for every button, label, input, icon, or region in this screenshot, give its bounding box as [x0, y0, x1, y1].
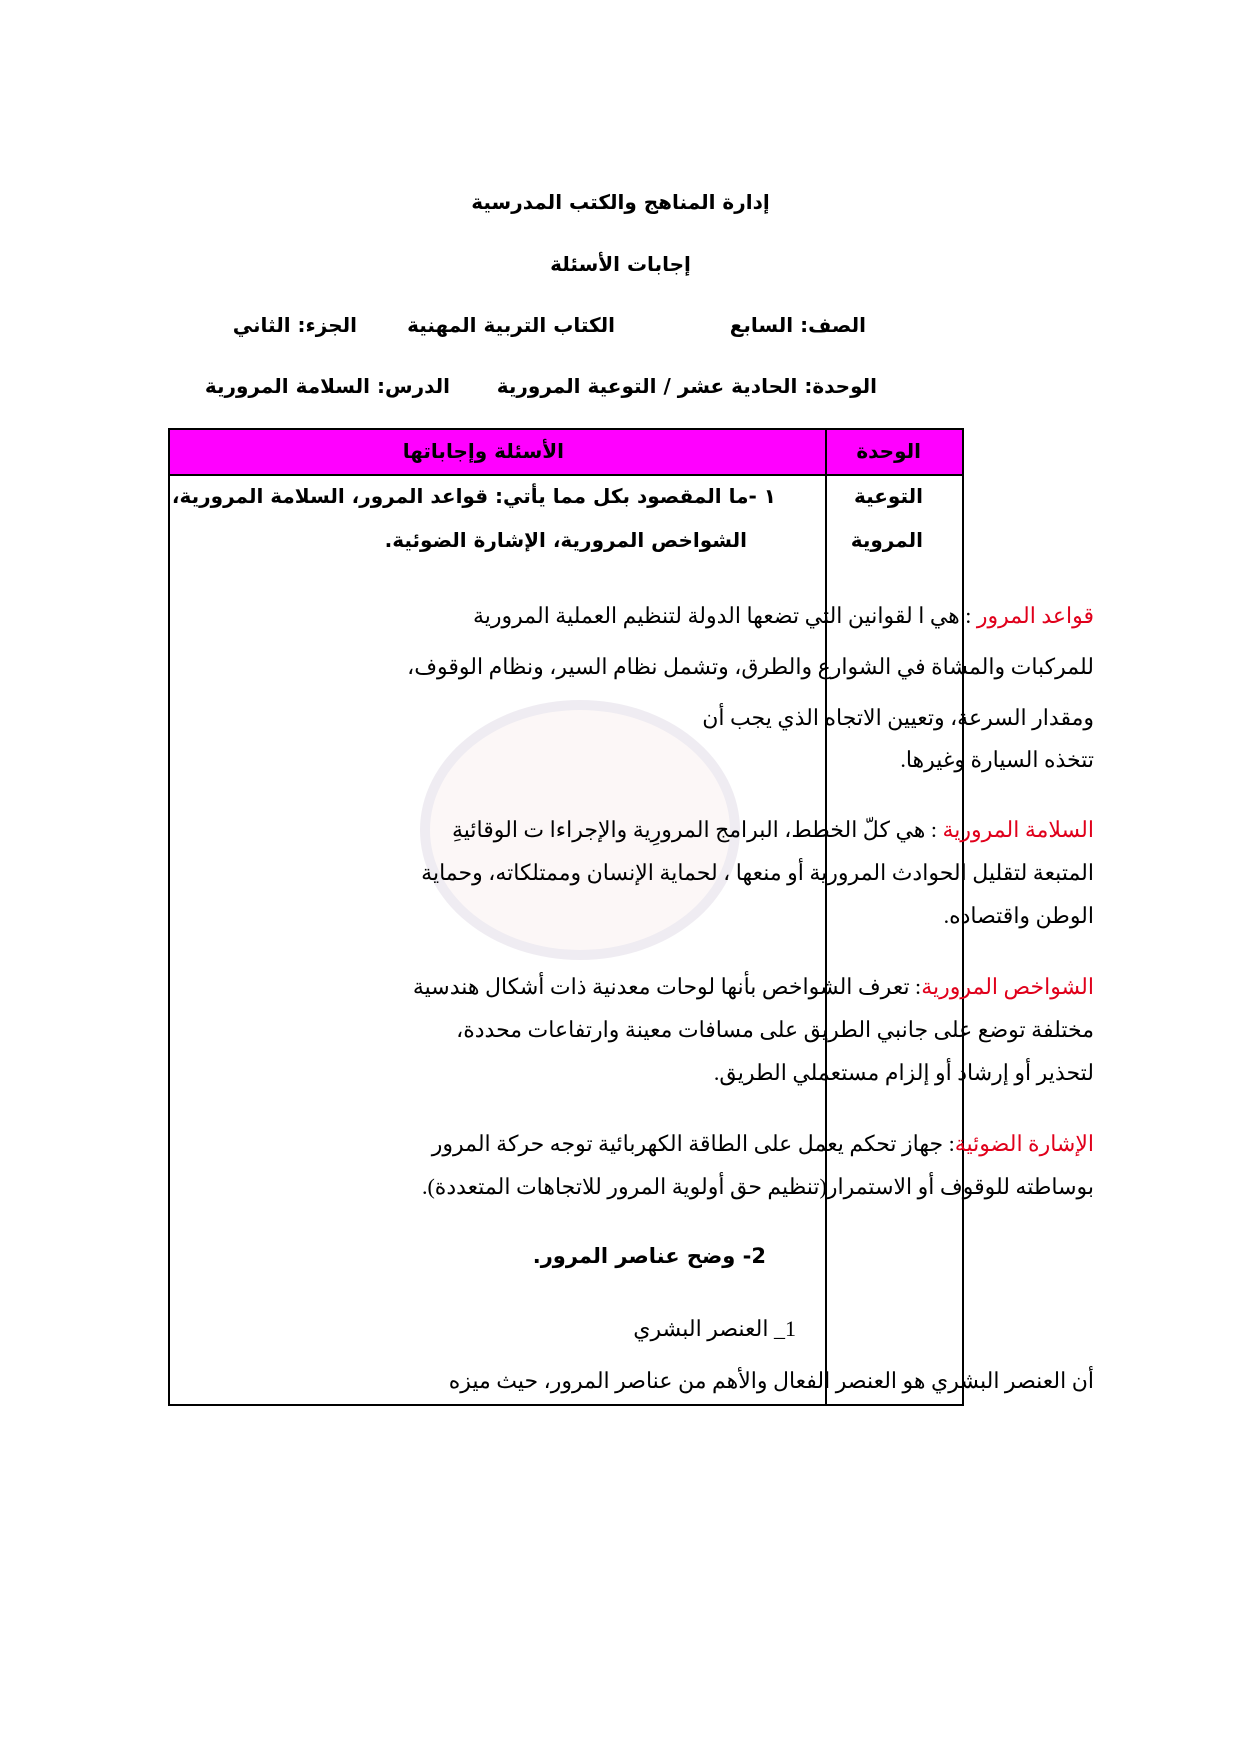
- answer-line: للمركبات والمشاة في الشوارع والطرق، وتشمل نظام السير، ونظام الوقوف،: [407, 654, 1094, 679]
- answer-line: لتحذير أو إرشاد أو إلزام مستعملي الطريق.: [713, 1060, 1094, 1085]
- unit-cell-line: المروية: [850, 528, 923, 552]
- question-1: الشواخص المرورية، الإشارة الضوئية.: [384, 528, 747, 552]
- header-qa: الأسئلة وإجاباتها: [402, 439, 564, 463]
- grade-label: الصف: السابع: [729, 313, 866, 337]
- part-label: الجزء: الثاني: [232, 313, 357, 337]
- unit-cell-line: التوعية: [853, 484, 923, 508]
- answer-line: تتخذه السيارة وغيرها.: [900, 747, 1094, 772]
- answer-traffic-light: الإشارة الضوئية: جهاز تحكم يعمل على الطاقة الكهربائية توجه حركة المرور: [431, 1131, 1094, 1156]
- department-title: إدارة المناهج والكتب المدرسية: [471, 190, 770, 214]
- answer-traffic-safety: السلامة المرورية : هي كلّ الخطط، البرامج المرورِية والإجراءا ت الوقائيةِ: [451, 817, 1094, 842]
- unit-label: الوحدة: الحادية عشر / التوعية المرورية: [496, 374, 877, 398]
- answer-line: المتبعة لتقليل الحوادث المرورية أو منعها ، لحماية الإنسان وممتلكاته، وحماية: [421, 860, 1094, 885]
- answer-line: الوطن واقتصاده.: [943, 903, 1094, 928]
- sub-heading-human-element: 1_ العنصر البشري: [633, 1316, 796, 1341]
- answer-line: مختلفة توضع على جانبي الطريق على مسافات معينة وارتفاعات محددة،: [456, 1017, 1094, 1042]
- header-unit: الوحدة: [856, 439, 921, 463]
- answer-traffic-rules: قواعد المرور : هي ا لقوانين التي تضعها الدولة لتنظيم العملية المرورية: [472, 603, 1094, 628]
- column-divider: [825, 430, 827, 1404]
- question-2: 2- وضح عناصر المرور.: [532, 1244, 766, 1268]
- answer-line: ومقدار السرعة، وتعيين الاتجاه الذي يجب أن: [702, 705, 1094, 730]
- answer-line: بوساطته للوقوف أو الاستمرار(تنظيم حق أولوية المرور للاتجاهات المتعددة).: [421, 1174, 1094, 1199]
- answer-traffic-signs: الشواخص المرورية: تعرف الشواخص بأنها لوحات معدنية ذات أشكال هندسية: [412, 974, 1094, 999]
- page-title: إجابات الأسئلة: [550, 252, 691, 276]
- lesson-label: الدرس: السلامة المرورية: [204, 374, 450, 398]
- question-1: ١ -ما المقصود بكل مما يأتي: قواعد المرور، السلامة المرورية،: [171, 484, 776, 508]
- answer-line: أن العنصر البشري هو العنصر الفعال والأهم من عناصر المرور، حيث ميزه: [448, 1368, 1094, 1393]
- table-header: [170, 430, 962, 476]
- book-label: الكتاب التربية المهنية: [407, 313, 615, 337]
